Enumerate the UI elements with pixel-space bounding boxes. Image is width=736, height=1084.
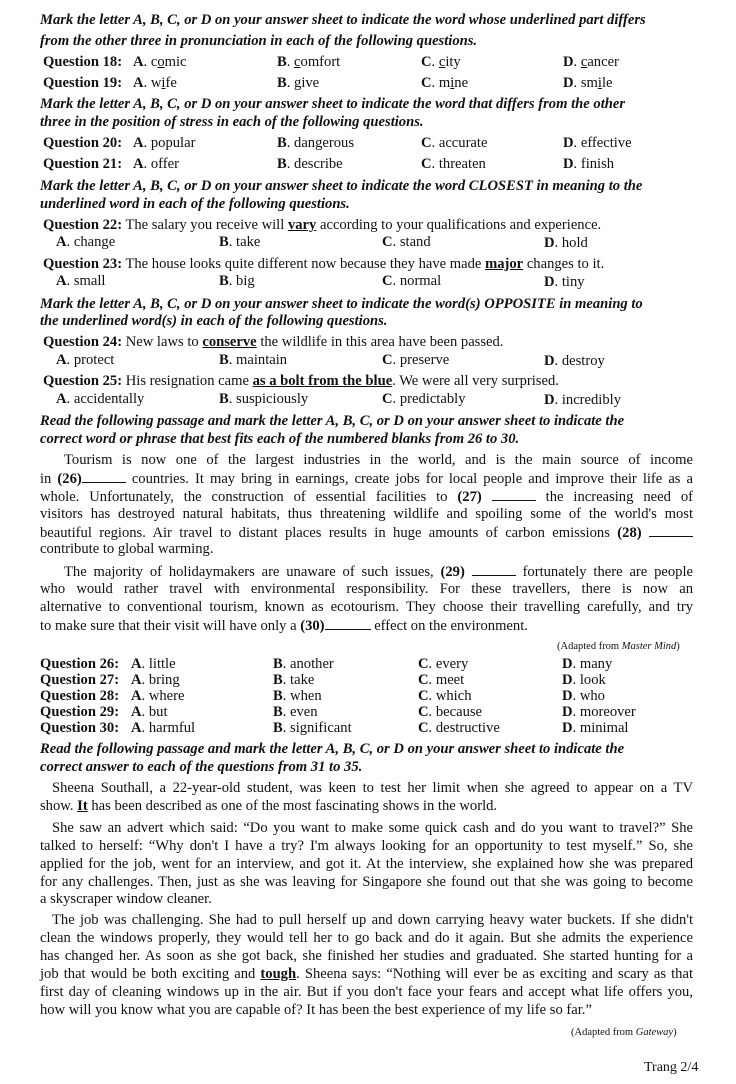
instruction-opposite-line2: the underlined word(s) in each of the following questions. [40,313,388,329]
option-d: D. tiny [544,274,585,290]
passage-line: applied for the job, went for an interview, and got it. At the interview, she explained how she was prepared [40,856,693,872]
option-b: B. maintain [219,352,288,368]
option-d: D. minimal [562,720,629,736]
option-d: D. cancer [563,54,619,70]
option-a: A. wife [133,75,177,91]
passage-line: Tourism is now one of the largest industries in the world, and is the main source of income [64,452,693,468]
passage-line: contribute to global warming. [40,541,214,557]
passage-line: for any challenges. Then, just as she was leaving for Singapore she found out that she was going to become [40,874,693,890]
option-c: C. predictably [382,391,466,407]
option-b: B. comfort [277,54,341,70]
instruction-pronunciation-line2: from the other three in pronunciation in each of the following questions. [40,33,478,49]
instruction-stress-line2: three in the position of stress in each of the following questions. [40,114,424,130]
option-a: A. comic [133,54,187,70]
instruction-cloze-line1: Read the following passage and mark the letter A, B, C, or D on your answer sheet to indicate the [40,413,625,429]
underlined-word: major [485,256,524,272]
option-d: D. hold [544,235,588,251]
option-a: A. small [56,273,106,289]
instruction-opposite-line1: Mark the letter A, B, C, or D on your answer sheet to indicate the word(s) OPPOSITE in meaning to [40,296,643,312]
option-d: D. destroy [544,353,605,369]
question-label: Question 29: [40,704,120,720]
option-a: A. popular [133,135,196,151]
passage-line: to make sure that their visit will have only a (30) effect on the environment. [40,618,528,634]
option-c: C. mine [421,75,469,91]
question-label: Question 20: [43,135,123,151]
passage-line: in (26) countries. It may bring in earnings, create jobs for local people and improve their life as a [40,471,694,487]
passage-line: first day of cleaning windows up in the air. But if you don't face your fears and accept what life offers you, [40,984,693,1000]
underlined-word: conserve [202,334,257,350]
option-d: D. many [562,656,613,672]
instruction-stress-line1: Mark the letter A, B, C, or D on your answer sheet to indicate the word that differs from the other [40,96,626,112]
question-stem: Question 23: The house looks quite different now because they have made major changes to it. [43,256,605,272]
option-b: B. when [273,688,322,704]
passage-line: She saw an advert which said: “Do you want to make some quick cash and do you want to travel?” She [52,820,693,836]
option-b: B. dangerous [277,135,355,151]
source-citation: (Adapted from Gateway) [571,1027,677,1038]
question-label: Question 28: [40,688,120,704]
option-b: B. suspiciously [219,391,309,407]
option-d: D. effective [563,135,632,151]
passage-line: The majority of holidaymakers are unaware of such issues, (29) fortunately there are people [64,564,694,580]
option-a: A. but [131,704,168,720]
passage-line: has changed her. As soon as she got back, she finished her studies and graduated. She started hunting for a [40,948,693,964]
question-stem: Question 24: New laws to conserve the wildlife in this area have been passed. [43,334,504,350]
option-c: C. because [418,704,483,720]
question-label: Question 27: [40,672,120,688]
passage-line: whole. Unfortunately, the construction of essential facilities to (27) the increasing need of [40,489,693,505]
option-b: B. take [273,672,315,688]
passage-line: clean the windows properly, they would tell her to go back and do it again. But she admits the experience [40,930,693,946]
option-b: B. big [219,273,255,289]
option-d: D. incredibly [544,392,622,408]
question-label: Question 19: [43,75,123,91]
passage-line: Sheena Southall, a 22-year-old student, was keen to test her limit when she agreed to appear on a TV [52,780,693,796]
option-b: B. significant [273,720,352,736]
passage-line: beautiful regions. Air travel to distant places results in huge amounts of carbon emissions (28) [40,524,693,542]
option-d: D. look [562,672,606,688]
passage-line: visitors has destroyed natural habitats, thus threatening wildlife and spoiling some of the world's most [40,506,693,522]
option-a: A. bring [131,672,180,688]
option-c: C. normal [382,273,442,289]
option-b: B. even [273,704,318,720]
underlined-phrase: as a bolt from the blue [252,373,393,389]
passage-line: alternative to conventional tourism, known as ecotourism. They choose their travelling carefully, and try [40,599,693,615]
underlined-word: tough [260,966,297,982]
source-citation: (Adapted from Master Mind) [557,641,680,652]
instruction-closest-line1: Mark the letter A, B, C, or D on your answer sheet to indicate the word CLOSEST in meaning to the [40,178,643,194]
option-a: A. accidentally [56,391,145,407]
passage-line: show. It has been described as one of the most fascinating shows in the world. [40,798,498,814]
option-c: C. destructive [418,720,500,736]
option-d: D. who [562,688,605,704]
question-stem: Question 22: The salary you receive will vary according to your qualifications and experience. [43,217,602,233]
option-a: A. change [56,234,116,250]
option-a: A. protect [56,352,115,368]
question-stem: Question 25: His resignation came as a bolt from the blue. We were all very surprised. [43,373,559,389]
instruction-pronunciation-line1: Mark the letter A, B, C, or D on your answer sheet to indicate the word whose underlined part differs [40,12,646,28]
option-c: C. accurate [421,135,488,151]
option-c: C. city [421,54,461,70]
option-c: C. which [418,688,472,704]
underlined-word: vary [287,217,317,233]
option-c: C. stand [382,234,431,250]
option-d: D. smile [563,75,613,91]
option-c: C. threaten [421,156,486,172]
passage-line: job that would be both exciting and tough. Sheena says: “Nothing will ever be as exciting and scary as that [40,966,694,982]
passage-line: a skyscraper window cleaner. [40,891,212,907]
underlined-word: It [77,798,88,814]
option-b: B. give [277,75,320,91]
option-b: B. describe [277,156,343,172]
option-c: C. every [418,656,469,672]
question-label: Question 26: [40,656,120,672]
instruction-closest-line2: underlined word in each of the following questions. [40,196,350,212]
instruction-reading-line2: correct answer to each of the questions from 31 to 35. [40,759,363,775]
passage-line: talked to herself: “Why don't I have a try? I'm always looking for an opportunity to test myself.” So, she [40,838,693,854]
passage-line: The job was challenging. She had to pull herself up and down carrying heavy water buckets. If she didn't [52,912,693,928]
page-number: Trang 2/4 [644,1060,699,1075]
instruction-reading-line1: Read the following passage and mark the letter A, B, C, or D on your answer sheet to indicate the [40,741,625,757]
passage-line: who would rather travel with environmental responsibility. For these travellers, there is now an [40,581,693,597]
option-d: D. finish [563,156,615,172]
option-a: A. where [131,688,185,704]
instruction-cloze-line2: correct word or phrase that best fits each of the numbered blanks from 26 to 30. [40,431,520,447]
passage-line: how will you know what you are capable of? It has been the best experience of my life so far.” [40,1002,592,1018]
option-a: A. offer [133,156,179,172]
option-a: A. little [131,656,176,672]
option-a: A. harmful [131,720,196,736]
option-c: C. meet [418,672,465,688]
option-b: B. another [273,656,334,672]
option-c: C. preserve [382,352,450,368]
question-label: Question 21: [43,156,123,172]
question-label: Question 30: [40,720,120,736]
question-label: Question 18: [43,54,123,70]
option-d: D. moreover [562,704,636,720]
option-b: B. take [219,234,261,250]
